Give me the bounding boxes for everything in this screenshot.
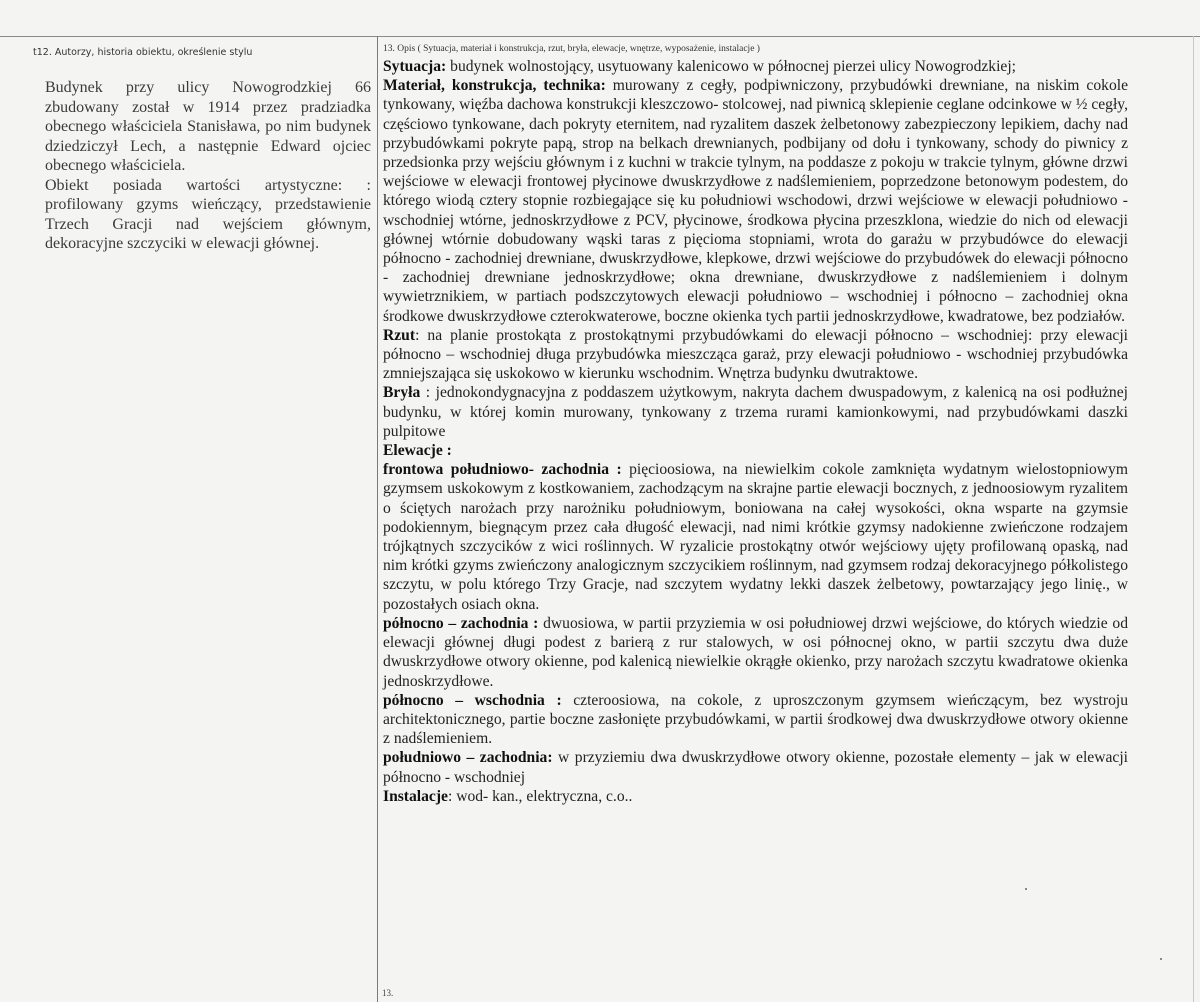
section-text: dwuosiowa, w partii przyziemia w osi południowej drzwi wejściowe, do których wiedzie od elewacji głównej długi podest z barierą z rur stalowych, w osi północnej okno, w partii szczytu dwa duże dwuskrzydłowe otwory okienne, pod kalenicą niewielkie okrągłe okienko, przy narożach szczytu kwadratowe okienka jednoskrzydłowe. [383,614,1128,690]
section-plan [383,326,1128,384]
history-paragraph: Budynek przy ulicy Nowogrodzkiej 66 zbudowany został w 1914 przez pradziadka obecnego właściciela Stanisława, po nim budynek dziedziczył Lech, a następnie Edward ojciec obecnego właściciela. [45,79,371,174]
section-text: murowany z cegły, podpiwniczony, przybudówki drewniane, na niskim cokole tynkowany, więźba dachowa konstrukcji kleszczowo- stolcowej, nad piwnicą sklepienie ceglane odcinkowe w ½ cegły, częściowo tynkowane, dach pokryty eternitem, nad ryzalitem daszek żelbetonowy zabezpieczony lepikiem, dachy nad przybudówkami pokryte papą, strop na belkach drewnianych, podbijany od dołu i tynkowany, schody do piwnicy z przedsionka przy wejściu głównym i z kuchni w trakcie tylnym, na poddasze z pokoju w trakcie tylnym, główne drzwi wejściowe w elewacji frontowej płycinowe dwuskrzydłowe z nadślemieniem, poprzedzone betonowym podestem, do którego wiodą cztery stopnie rozbiegające się ku południowi wschodowi, drzwi wejściowe w elewacji południowo - wschodniej wtórne, jednoskrzydłowe z PCV, płycinowe, środkowa płycina przeszklona, wiedzie do nich od elewacji głównej wtórnie dobudowany wąski taras z pięcioma stopniami, wrota do garażu w przybudówce do elewacji północno - zachodniej drewniane, dwuskrzydłowe, klepkowe, drzwi wejściowe do przybudówek do elewacji północno - zachodniej drewniane jednoskrzydłowe; okna drewniane, dwuskrzydłowe z nadślemieniem i dolnym wywietrznikiem, w partiach podszczytowych elewacji południowo – wschodniej i północno – zachodniej okna środkowe dwuskrzydłowe czterokwaterowe, boczne okienka tych partii jednoskrzydłowe, kwadratowe, bez podziałów. [383,77,1129,325]
artistic-values-paragraph: Obiekt posiada wartości artystyczne: : profilowany gzyms wieńczący, przedstawienie Trzech Gracji nad wejściem głównym, dekoracyjne szczyciki w elewacji głównej. [45,176,371,252]
section-label: Materiał, konstrukcja, technika: [383,77,606,95]
right-column-body [383,57,1128,806]
scan-speck [1025,888,1027,890]
top-rule [0,36,1200,37]
section-label: Elewacje : [383,442,452,460]
section-situation [383,57,1128,76]
section-label: północno – zachodnia : [383,614,539,632]
section-installations [383,787,1128,806]
section-text: budynek wolnostojący, usytuowany kalenicowo w północnej pierzei ulicy Nowogrodzkiej; [446,58,1017,75]
left-column-header: t12. Autorzy, historia obiektu, określenie stylu [33,47,253,58]
scan-speck [1160,958,1162,960]
section-body [383,383,1128,441]
right-margin-rule [1193,36,1194,1002]
section-label: Rzut [383,326,416,344]
section-ne-elevation [383,691,1128,749]
section-text: w przyziemiu dwa dwuskrzydłowe otwory okienne, pozostałe elementy – jak w elewacji północno - wschodniej [383,749,1128,786]
page-number: 13. [382,988,394,998]
left-column-body [45,78,371,254]
section-elevations [383,441,1128,460]
section-text: czteroosiowa, na cokole, z uproszczonym gzymsem wieńczącym, bez wystroju architektonicznego, partie boczne zasłonięte przybudówkami, w partii środkowej dwa dwuskrzydłowe otwory okienne z nadślemieniem. [383,691,1128,748]
section-text: pięcioosiowa, na niewielkim cokole zamknięta wydatnym wielostopniowym gzymsem uskokowym z kostkowaniem, zachodzącym na skrajne partie elewacji bocznych, z jednoosiowym ryzalitem o ściętych narożach przy narożniku południowym, boniowana na całej wysokości, okna wsparte na gzymsie podokiennym, biegnącym przez cała długość elewacji, nad nimi krótkie gzymsy nadokienne zwieńczone rodzajem trójkątnych szczycików z wici roślinnych. W ryzalicie prostokątny otwór wejściowy ujęty profilowaną opaską, nad nim krótki gzyms zwieńczony analogicznym szczycikiem roślinnym, nad gzymsem rodzaj dekoracyjnego półkolistego szczytu, w polu którego Trzy Gracje, nad szczytem wydatny lekki daszek żelbetowy, powtarzający jego linię., w pozostałych osiach okna. [383,461,1128,613]
section-sw-elevation [383,748,1128,786]
section-text: : na planie prostokąta z prostokątnymi przybudówkami do elewacji północno – wschodniej: przy elewacji północno – wschodniej długa przybudówka mieszcząca garaż, przy elewacji południowo - wschodniej przybudówka zmniejszająca się uskokowo w kierunku wschodnim. Wnętrza budynku dwutraktowe. [383,326,1128,383]
section-label: Sytuacja: [383,58,447,75]
section-label: frontowa południowo- zachodnia : [383,461,622,479]
column-divider [377,36,378,1002]
section-label: południowo – zachodnia: [383,749,553,767]
section-text: : wod- kan., elektryczna, c.o.. [447,787,633,805]
section-front-elevation [383,460,1128,614]
section-label: północno – wschodnia : [383,691,562,709]
right-column-header: 13. Opis ( Sytuacja, materiał i konstrukcja, rzut, bryła, elewacje, wnętrze, wyposażenie, instalacje ) [383,44,760,54]
section-material [383,76,1128,326]
section-label: Bryła [383,384,421,402]
section-nw-elevation [383,614,1128,691]
section-text: : jednokondygnacyjna z poddaszem użytkowym, nakryta dachem dwuspadowym, z kalenicą na osi podłużnej budynku, w której komin murowany, tynkowany z trzema rurami kamionkowymi, nad przybudówkami daszki pulpitowe [383,384,1128,440]
section-label: Instalacje [383,787,448,805]
